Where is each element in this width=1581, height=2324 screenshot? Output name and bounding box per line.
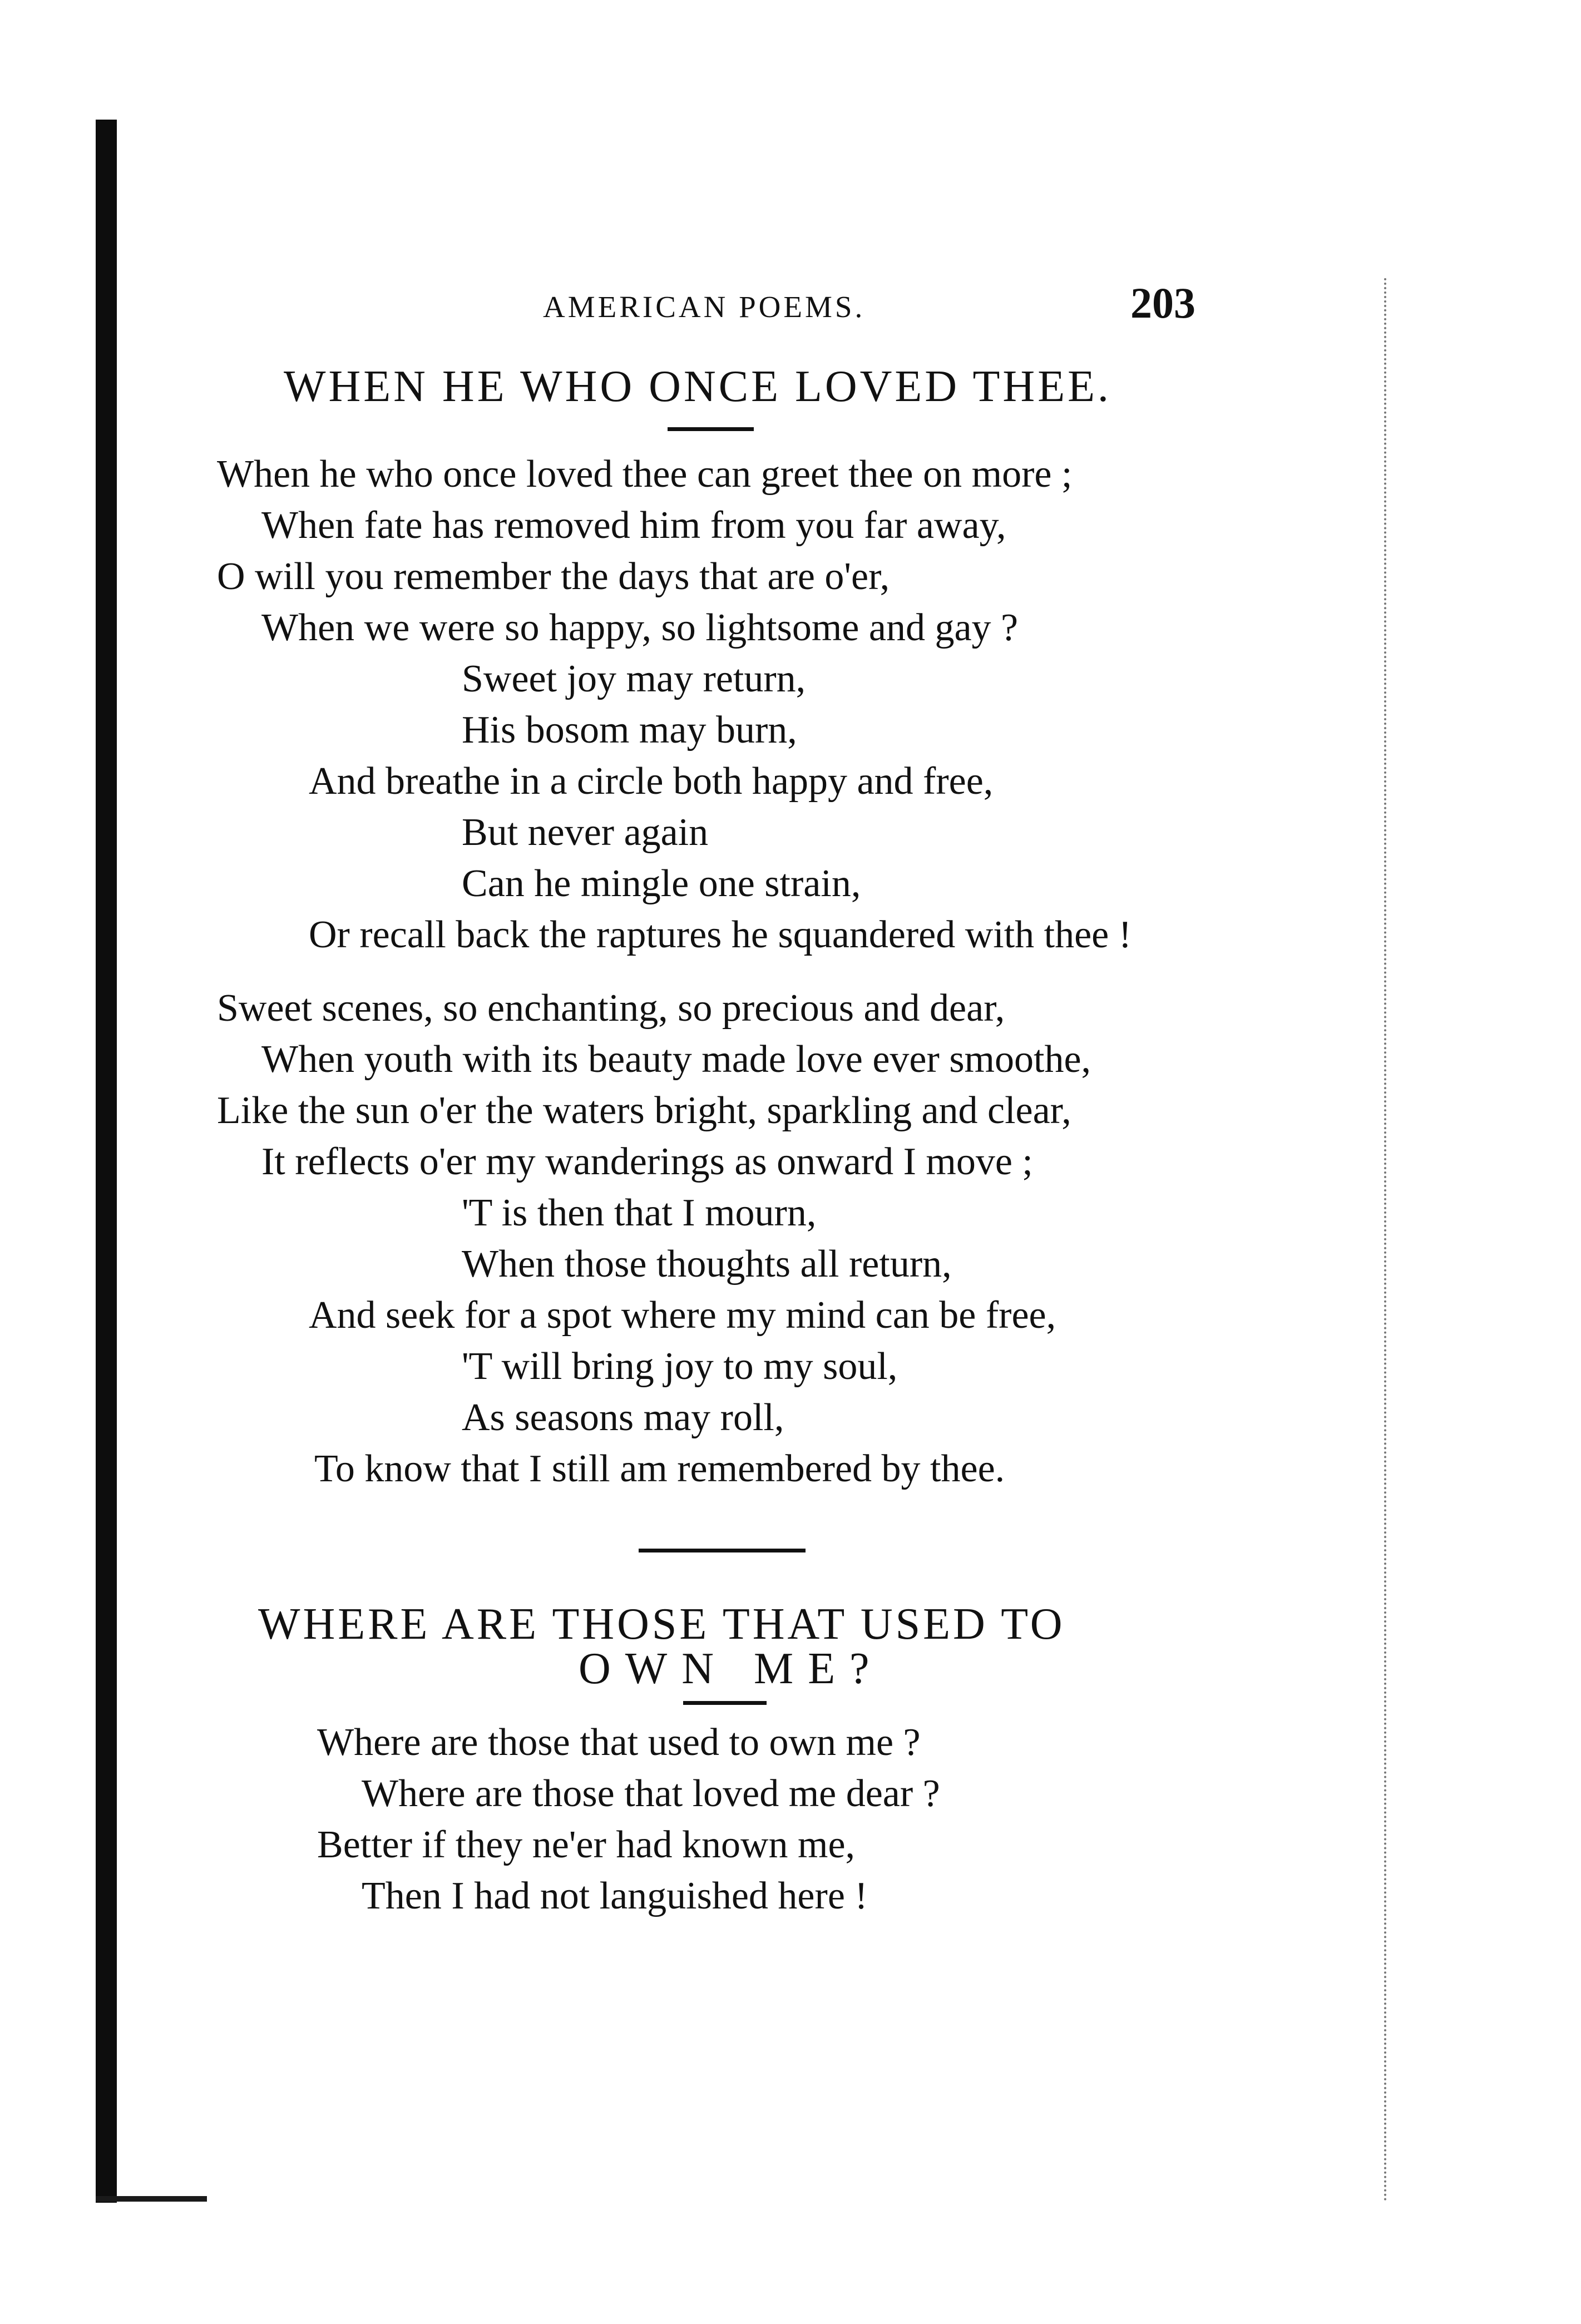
poem-title-continued: OWN ME?	[579, 1644, 884, 1693]
binding-edge-foot	[96, 2196, 207, 2202]
poem-line: Where are those that used to own me ?	[317, 1721, 921, 1764]
poem-line: It reflects o'er my wanderings as onward I move ;	[261, 1140, 1033, 1183]
title-rule	[683, 1701, 767, 1705]
poem-line: Where are those that loved me dear ?	[362, 1772, 940, 1815]
poem-line: 'T will bring joy to my soul,	[462, 1345, 898, 1388]
poem-line: Or recall back the raptures he squandered with thee !	[309, 913, 1132, 956]
poem-line: To know that I still am remembered by thee.	[314, 1447, 1005, 1490]
poem-line: Better if they ne'er had known me,	[317, 1823, 856, 1866]
poem-title: WHERE ARE THOSE THAT USED TO	[258, 1600, 1065, 1649]
binding-edge	[96, 120, 117, 2203]
poem-line: When fate has removed him from you far away,	[261, 504, 1006, 547]
poem-line: Can he mingle one strain,	[462, 862, 861, 905]
poem-line: Sweet joy may return,	[462, 657, 806, 700]
poem-line: When he who once loved thee can greet thee on more ;	[217, 453, 1073, 496]
poem-title: WHEN HE WHO ONCE LOVED THEE.	[284, 362, 1111, 411]
section-rule	[639, 1549, 806, 1552]
poem-line: And seek for a spot where my mind can be free,	[309, 1294, 1056, 1337]
poem-line: And breathe in a circle both happy and free,	[309, 760, 994, 803]
poem-line: When youth with its beauty made love ever smoothe,	[261, 1038, 1091, 1081]
poem-line: 'T is then that I mourn,	[462, 1191, 817, 1234]
poem-line: When those thoughts all return,	[462, 1243, 952, 1285]
title-rule	[668, 427, 754, 431]
poem-line: But never again	[462, 811, 709, 854]
poem-line: Then I had not languished here !	[362, 1875, 868, 1917]
running-head: AMERICAN POEMS.	[543, 290, 866, 324]
poem-line: When we were so happy, so lightsome and gay ?	[261, 606, 1019, 649]
poem-line: As seasons may roll,	[462, 1396, 784, 1439]
poem-line: Sweet scenes, so enchanting, so precious and dear,	[217, 987, 1005, 1030]
page-edge	[1384, 278, 1386, 2203]
poem-line: His bosom may burn,	[462, 709, 797, 751]
poem-line: O will you remember the days that are o'er,	[217, 555, 890, 598]
poem-line: Like the sun o'er the waters bright, sparkling and clear,	[217, 1089, 1071, 1132]
page-number: 203	[1130, 279, 1195, 327]
